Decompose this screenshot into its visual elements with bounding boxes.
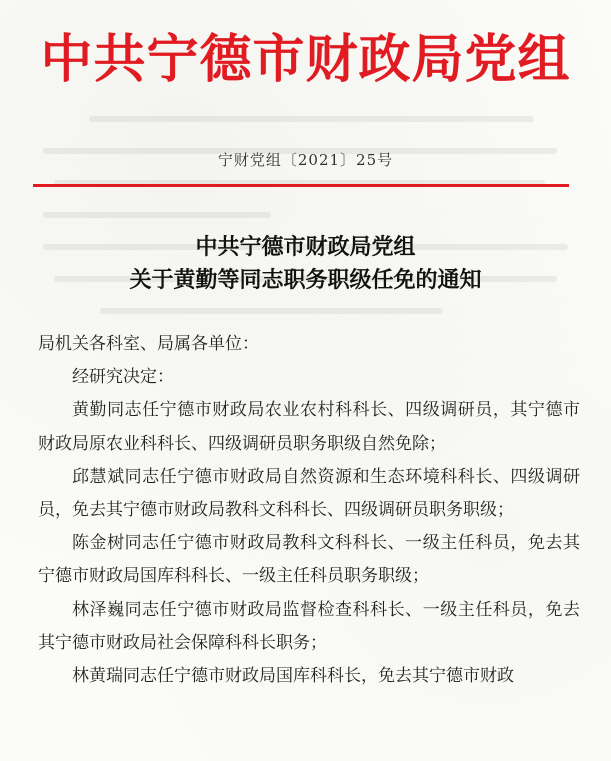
- decision-intro: 经研究决定：: [72, 367, 174, 388]
- appointment-paragraph: 陈金树同志任宁德市财政局教科文科科长、一级主任科员，免去其宁德市财政局国库科科长、一级主任科员职务职级；: [38, 533, 580, 587]
- appointment-paragraph: 林黄瑞同志任宁德市财政局国库科科长，免去其宁德市财政: [72, 666, 514, 687]
- notice-body: [38, 328, 580, 693]
- letterhead: 中共宁德市财政局党组: [40, 29, 571, 90]
- red-divider-line: [33, 184, 569, 187]
- notice-title-line-2: 关于黄勤等同志职务职级任免的通知: [129, 267, 482, 293]
- appointment-paragraph: 林泽巍同志任宁德市财政局监督检查科科长、一级主任科员，免去其宁德市财政局社会保障科科长职务；: [38, 599, 580, 653]
- appointment-paragraph: 黄勤同志任宁德市财政局农业农村科科长、四级调研员，其宁德市财政局原农业科科长、四级调研员职务职级自然免除；: [38, 400, 580, 454]
- appointment-paragraph: 邱慧斌同志任宁德市财政局自然资源和生态环境科科长、四级调研员，免去其宁德市财政局教科文科科长、四级调研员职务职级；: [38, 466, 580, 521]
- document-number: 宁财党组〔2021〕25号: [217, 151, 394, 169]
- notice-title-line-1: 中共宁德市财政局党组: [195, 234, 416, 260]
- show-through-texture: [20, 90, 591, 350]
- addressee: 局机关各科室、局属各单位：: [38, 334, 259, 354]
